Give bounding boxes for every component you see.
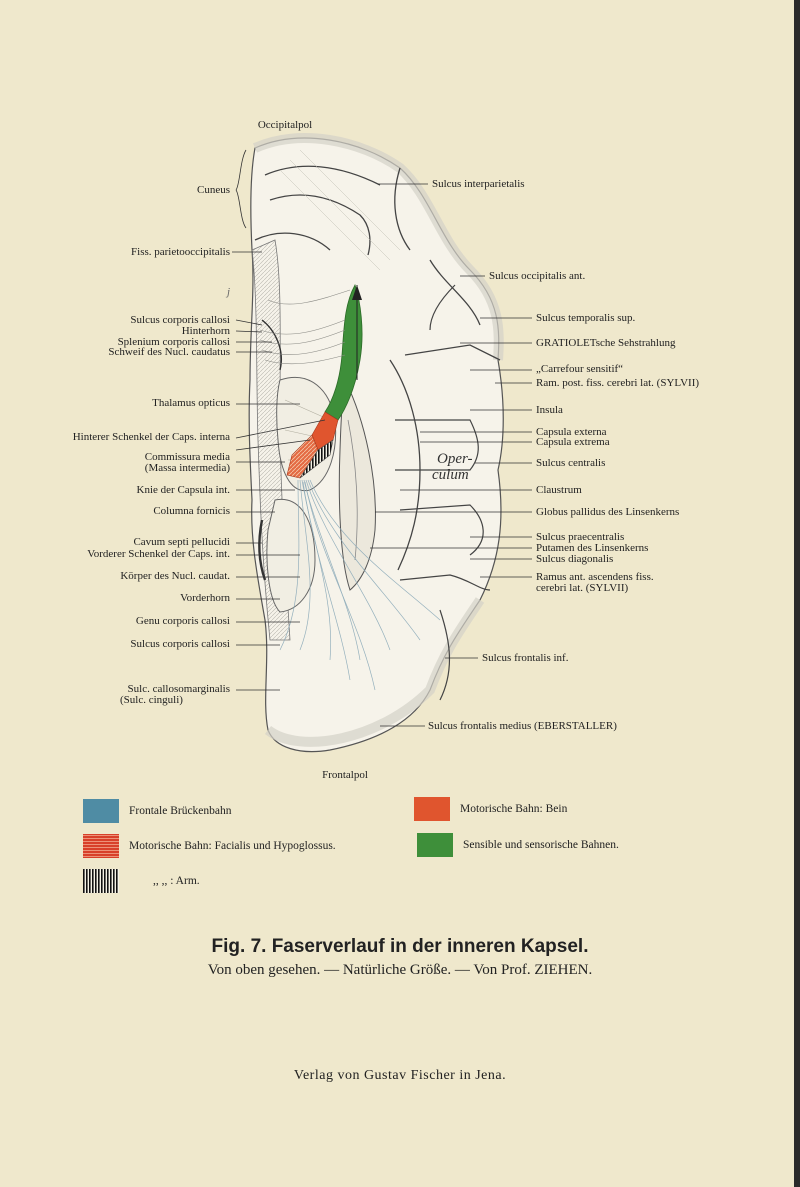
label-insula: Insula <box>536 404 563 416</box>
label-cavum: Cavum septi pellucidi <box>133 536 230 548</box>
legend-swatch-frontale-brueckenbahn <box>83 799 119 823</box>
label-fiss-parietooccipitalis: Fiss. parietooccipitalis <box>131 246 230 258</box>
label-globus-pallidus: Globus pallidus des Linsenkerns <box>536 506 680 518</box>
label-putamen: Putamen des Linsenkerns <box>536 542 649 554</box>
label-capsula-externa: Capsula externa <box>536 426 607 438</box>
legend-swatch-arm <box>83 869 119 893</box>
label-commissura-media: Commissura media <box>144 451 230 463</box>
figure-title: Fig. 7. Faserverlauf in der inneren Kapsel. <box>211 936 589 957</box>
label-j-mark: j <box>227 286 231 298</box>
legend-label-motorische-bein: Motorische Bahn: Bein <box>460 803 568 815</box>
legend-swatch-motorische-bein <box>414 797 450 821</box>
label-carrefour: „Carrefour sensitif“ <box>536 363 624 375</box>
label-sulcus-frontalis-medius: Sulcus frontalis medius (EBERSTALLER) <box>428 720 617 732</box>
label-sulcus-interparietalis: Sulcus interparietalis <box>432 178 525 190</box>
label-ramus-ant: Ramus ant. ascendens fiss. <box>536 571 654 583</box>
label-vorderhorn: Vorderhorn <box>180 592 230 604</box>
label-koerper: Körper des Nucl. caudat. <box>120 570 230 582</box>
label-sulcus-frontalis-inf: Sulcus frontalis inf. <box>482 652 569 664</box>
publisher-line: Verlag von Gustav Fischer in Jena. <box>293 1068 507 1083</box>
operculum-label-1: Oper- <box>437 451 473 467</box>
label-gratiolet: GRATIOLETsche Sehstrahlung <box>536 337 676 349</box>
legend-label-arm: ,, ,, : Arm. <box>153 875 200 887</box>
label-schweif: Schweif des Nucl. caudatus <box>108 346 230 358</box>
label-sulcus-occipitalis-ant: Sulcus occipitalis ant. <box>489 270 586 282</box>
legend-label-sensible: Sensible und sensorische Bahnen. <box>463 839 619 851</box>
label-sulcus-praecentralis: Sulcus praecentralis <box>536 531 625 543</box>
figure-subtitle: Von oben gesehen. — Natürliche Größe. — Von Prof. ZIEHEN. <box>207 962 593 978</box>
frontal-pole-label: Frontalpol <box>322 769 368 781</box>
label-sulc-callosomarginalis: Sulc. callosomarginalis <box>127 683 230 695</box>
label-sulcus-corporis-callosi-bottom: Sulcus corporis callosi <box>130 638 230 650</box>
label-hinterhorn: Hinterhorn <box>181 325 230 337</box>
operculum-label-2: culum <box>432 467 469 483</box>
label-ramus-ant-2: cerebri lat. (SYLVII) <box>536 582 629 594</box>
label-splenium: Splenium corporis callosi <box>117 336 230 348</box>
label-columna: Columna fornicis <box>153 505 230 517</box>
label-sulcus-corporis-callosi-top: Sulcus corporis callosi <box>130 314 230 326</box>
occipital-pole-label: Occipitalpol <box>257 119 313 131</box>
label-cuneus: Cuneus <box>197 184 230 196</box>
label-knie: Knie der Capsula int. <box>136 484 230 496</box>
label-genu: Genu corporis callosi <box>135 615 230 627</box>
label-sulcus-centralis: Sulcus centralis <box>536 457 606 469</box>
label-claustrum: Claustrum <box>536 484 582 496</box>
label-sulcus-diagonalis: Sulcus diagonalis <box>536 553 614 565</box>
label-ram-post: Ram. post. fiss. cerebri lat. (SYLVII) <box>536 377 700 389</box>
legend-label-facialis: Motorische Bahn: Facialis und Hypoglossus. <box>129 840 336 852</box>
legend-swatch-sensible <box>417 833 453 857</box>
label-vorderer-schenkel: Vorderer Schenkel der Caps. int. <box>87 548 230 560</box>
label-sulcus-temporalis-sup: Sulcus temporalis sup. <box>536 312 636 324</box>
label-thalamus: Thalamus opticus <box>152 397 230 409</box>
label-sulc-cinguli: (Sulc. cinguli) <box>120 694 183 706</box>
label-hinterer-schenkel: Hinterer Schenkel der Caps. interna <box>72 431 230 443</box>
legend-label-frontale-brueckenbahn: Frontale Brückenbahn <box>129 805 232 817</box>
label-capsula-extrema: Capsula extrema <box>536 436 610 448</box>
label-massa-intermedia: (Massa intermedia) <box>144 462 230 474</box>
legend-swatch-facialis <box>83 834 119 858</box>
